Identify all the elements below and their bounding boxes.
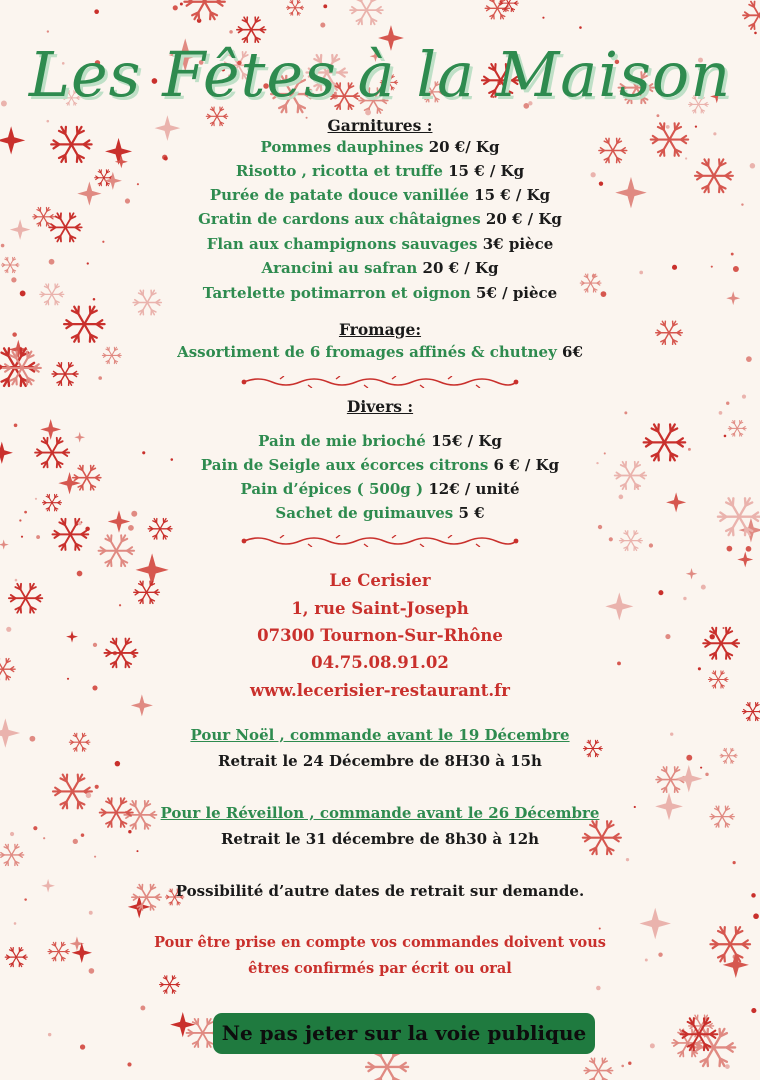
- item-price: 3€ pièce: [477, 235, 554, 253]
- vine-divider: [240, 376, 520, 388]
- restaurant-city: 07300 Tournon-Sur-Rhône: [257, 626, 503, 645]
- menu-item: [0, 432, 760, 450]
- menu-item: [0, 504, 760, 522]
- vine-divider: [240, 535, 520, 547]
- restaurant-website: www.lecerisier-restaurant.fr: [250, 681, 510, 700]
- item-name: Pain d’épices ( 500g ): [240, 480, 424, 498]
- item-price: 5€ / pièce: [470, 284, 558, 302]
- section-heading-fromage: Fromage:: [338, 320, 422, 339]
- menu-item: [0, 138, 760, 156]
- item-name: Pommes dauphines: [260, 138, 424, 156]
- confirmation-note-line2: êtres confirmés par écrit ou oral: [248, 960, 512, 977]
- menu-item: [0, 284, 760, 302]
- section-heading-garnitures: Garnitures :: [327, 116, 433, 135]
- restaurant-name: Le Cerisier: [329, 571, 431, 590]
- item-price: 20 €/ Kg: [423, 138, 500, 156]
- item-price: 5 €: [453, 504, 485, 522]
- menu-item: [0, 210, 760, 228]
- item-name: Purée de patate douce vanillée: [209, 186, 469, 204]
- item-name: Gratin de cardons aux châtaignes: [198, 210, 481, 228]
- page-title: Les Fêtes à la Maison: [28, 38, 732, 111]
- item-name: Risotto , ricotta et truffe: [235, 162, 443, 180]
- menu-item: [0, 259, 760, 277]
- item-name: Sachet de guimauves: [275, 504, 454, 522]
- noel-order-deadline: Pour Noël , commande avant le 19 Décembre: [190, 726, 570, 744]
- menu-item: [0, 456, 760, 474]
- restaurant-phone: 04.75.08.91.02: [311, 653, 449, 672]
- item-price: 15 € / Kg: [442, 162, 525, 180]
- item-price: 6€: [556, 343, 583, 361]
- item-price: 15 € / Kg: [468, 186, 551, 204]
- confirmation-note-line1: Pour être prise en compte vos commandes doivent vous: [154, 934, 606, 951]
- item-name: Flan aux champignons sauvages: [206, 235, 478, 253]
- restaurant-street: 1, rue Saint-Joseph: [291, 599, 469, 618]
- reveillon-pickup: Retrait le 31 décembre de 8h30 à 12h: [220, 830, 540, 848]
- item-price: 6 € / Kg: [488, 456, 560, 474]
- item-name: Pain de mie brioché: [258, 432, 426, 450]
- item-price: 12€ / unité: [423, 480, 520, 498]
- reveillon-order-deadline: Pour le Réveillon , commande avant le 26 Décembre: [160, 804, 600, 822]
- footer-notice-badge: Ne pas jeter sur la voie publique: [213, 1013, 595, 1054]
- other-dates-note: Possibilité d’autre dates de retrait sur demande.: [175, 882, 585, 900]
- menu-item: [0, 162, 760, 180]
- menu-item: [0, 186, 760, 204]
- item-price: 15€ / Kg: [425, 432, 502, 450]
- menu-item: [0, 343, 760, 361]
- noel-pickup: Retrait le 24 Décembre de 8H30 à 15h: [218, 752, 542, 770]
- item-name: Assortiment de 6 fromages affinés & chutney: [177, 343, 557, 361]
- section-heading-divers: Divers :: [346, 397, 414, 416]
- menu-item: [0, 480, 760, 498]
- item-name: Arancini au safran: [261, 259, 418, 277]
- menu-item: [0, 235, 760, 253]
- item-price: 20 € / Kg: [480, 210, 562, 228]
- item-name: Tartelette potimarron et oignon: [202, 284, 471, 302]
- item-price: 20 € / Kg: [417, 259, 499, 277]
- item-name: Pain de Seigle aux écorces citrons: [200, 456, 489, 474]
